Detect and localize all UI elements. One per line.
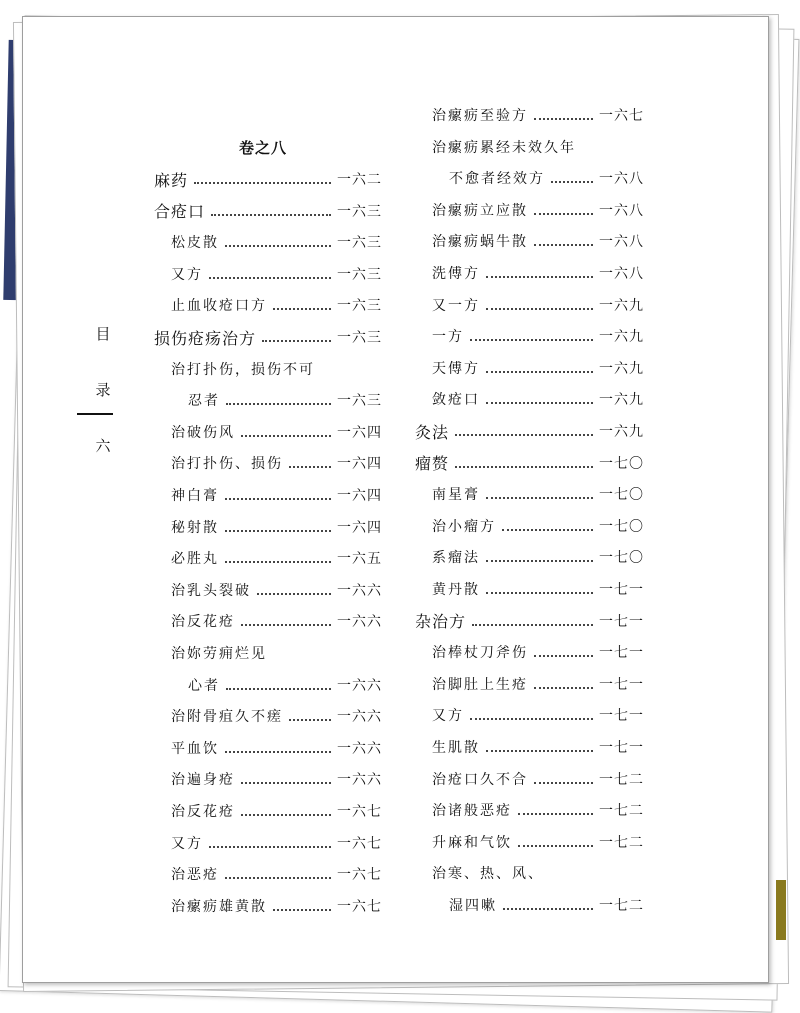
toc-dot-leader bbox=[225, 561, 331, 563]
toc-entry-page: 一六六 bbox=[337, 709, 382, 726]
toc-entry[interactable] bbox=[171, 737, 382, 759]
toc-entry[interactable] bbox=[432, 673, 644, 695]
toc-entry-title: 治瘰疬立应散 bbox=[432, 202, 528, 219]
toc-entry[interactable] bbox=[171, 832, 382, 854]
toc-entry-page: 一七〇 bbox=[599, 455, 644, 472]
toc-dot-leader bbox=[503, 908, 593, 910]
toc-entry-title: 系瘤法 bbox=[432, 550, 480, 567]
toc-entry[interactable] bbox=[449, 894, 644, 916]
toc-entry[interactable] bbox=[432, 357, 644, 379]
toc-dot-leader bbox=[502, 529, 593, 531]
side-label-mid: 录 bbox=[95, 381, 111, 399]
toc-dot-leader bbox=[455, 466, 593, 468]
toc-entry[interactable] bbox=[171, 863, 382, 885]
toc-dot-leader bbox=[486, 497, 593, 499]
toc-dot-leader bbox=[226, 688, 331, 690]
toc-entry-title: 松皮散 bbox=[171, 235, 219, 252]
toc-entry-title: 治诸般恶疮 bbox=[432, 803, 512, 820]
toc-entry-page: 一七二 bbox=[599, 803, 644, 820]
toc-entry[interactable] bbox=[432, 262, 644, 284]
toc-entry-title: 治脚肚上生疮 bbox=[432, 676, 528, 693]
toc-entry-title: 治小瘤方 bbox=[432, 518, 496, 535]
toc-dot-leader bbox=[225, 751, 331, 753]
toc-entry-title: 敛疮口 bbox=[432, 392, 480, 409]
toc-dot-leader bbox=[211, 214, 331, 216]
toc-entry[interactable] bbox=[432, 136, 644, 158]
toc-entry-title: 治打扑伤、损伤 bbox=[171, 456, 283, 473]
toc-dot-leader bbox=[486, 560, 593, 562]
toc-entry[interactable] bbox=[432, 199, 644, 221]
toc-entry-title: 秘射散 bbox=[171, 519, 219, 536]
toc-entry-page: 一七〇 bbox=[599, 518, 644, 535]
toc-entry-page: 一六七 bbox=[337, 867, 382, 884]
toc-entry-title: 不愈者经效方 bbox=[449, 171, 545, 188]
toc-entry[interactable] bbox=[432, 104, 644, 126]
toc-entry-page: 一六九 bbox=[599, 297, 644, 314]
toc-dot-leader bbox=[472, 624, 593, 626]
toc-entry-title: 治瘰疬至验方 bbox=[432, 108, 528, 124]
toc-entry-title: 治遍身疮 bbox=[171, 772, 235, 789]
toc-entry[interactable] bbox=[432, 483, 644, 505]
toc-entry-page: 一六三 bbox=[337, 330, 382, 346]
toc-entry[interactable] bbox=[171, 895, 382, 917]
toc-dot-leader bbox=[534, 118, 593, 120]
toc-entry-title: 灸法 bbox=[415, 422, 450, 442]
toc-dot-leader bbox=[225, 877, 331, 879]
toc-entry-title: 治恶疮 bbox=[171, 867, 219, 884]
toc-entry-title: 湿四嗽 bbox=[449, 898, 497, 914]
toc-dot-leader bbox=[470, 718, 593, 720]
toc-dot-leader bbox=[518, 813, 593, 815]
toc-entry[interactable] bbox=[432, 799, 644, 821]
toc-entry-title: 又方 bbox=[171, 835, 203, 852]
toc-dot-leader bbox=[241, 782, 331, 784]
toc-entry-page: 一六三 bbox=[337, 266, 382, 283]
toc-entry-page: 一六九 bbox=[599, 392, 644, 409]
toc-dot-leader bbox=[486, 750, 593, 752]
toc-entry[interactable] bbox=[432, 230, 644, 252]
toc-entry-page: 一六八 bbox=[599, 202, 644, 219]
toc-entry-page: 一六五 bbox=[337, 551, 382, 568]
toc-dot-leader bbox=[534, 244, 593, 246]
toc-entry[interactable] bbox=[432, 388, 644, 410]
toc-entry-title: 平血饮 bbox=[171, 740, 219, 757]
toc-entry[interactable] bbox=[171, 547, 382, 569]
toc-entry[interactable] bbox=[432, 515, 644, 537]
toc-entry[interactable] bbox=[171, 358, 382, 380]
toc-entry-page: 一六六 bbox=[337, 677, 382, 694]
toc-dot-leader bbox=[486, 308, 593, 310]
toc-entry[interactable] bbox=[432, 325, 644, 347]
toc-entry-page: 一六七 bbox=[337, 804, 382, 820]
toc-entry[interactable] bbox=[432, 862, 644, 884]
toc-entry[interactable] bbox=[415, 452, 644, 474]
toc-entry-title: 治寒、热、风、 bbox=[432, 866, 544, 883]
side-divider bbox=[77, 413, 113, 415]
toc-dot-leader bbox=[225, 530, 331, 532]
toc-entry-title: 治打扑伤，损伤不可 bbox=[171, 361, 315, 378]
toc-dot-leader bbox=[241, 624, 331, 626]
toc-entry[interactable] bbox=[432, 641, 644, 663]
toc-dot-leader bbox=[273, 909, 331, 911]
toc-entry[interactable] bbox=[171, 768, 382, 790]
toc-entry-page: 一七一 bbox=[599, 645, 644, 662]
toc-entry-page: 一七〇 bbox=[599, 550, 644, 567]
toc-dot-leader bbox=[262, 340, 331, 342]
toc-dot-leader bbox=[470, 339, 593, 341]
toc-dot-leader bbox=[486, 371, 593, 373]
toc-dot-leader bbox=[226, 403, 331, 405]
toc-entry-page: 一六三 bbox=[337, 393, 382, 410]
toc-entry-page: 一六六 bbox=[337, 772, 382, 789]
toc-entry[interactable] bbox=[171, 421, 382, 443]
toc-entry-page: 一六七 bbox=[599, 108, 644, 124]
toc-entry-title: 治反花疮 bbox=[171, 614, 235, 631]
toc-entry[interactable] bbox=[154, 326, 382, 348]
toc-entry[interactable] bbox=[432, 704, 644, 726]
toc-entry-page: 一六六 bbox=[337, 614, 382, 631]
toc-entry-title: 治妳劳痈烂见 bbox=[171, 646, 267, 662]
toc-entry[interactable] bbox=[171, 642, 382, 664]
toc-entry-page: 一六八 bbox=[599, 234, 644, 251]
toc-dot-leader bbox=[534, 782, 593, 784]
toc-page bbox=[22, 16, 769, 983]
toc-entry-title: 瘤赘 bbox=[415, 454, 450, 474]
toc-entry-title: 洗傅方 bbox=[432, 266, 480, 282]
toc-entry-page: 一六九 bbox=[599, 424, 644, 440]
toc-entry[interactable] bbox=[171, 452, 382, 474]
toc-entry[interactable] bbox=[154, 168, 382, 190]
toc-dot-leader bbox=[241, 814, 331, 816]
toc-dot-leader bbox=[518, 845, 593, 847]
toc-entry-page: 一七二 bbox=[599, 898, 644, 914]
toc-entry-page: 一六八 bbox=[599, 266, 644, 282]
toc-entry[interactable] bbox=[415, 610, 644, 632]
toc-entry[interactable] bbox=[449, 167, 644, 189]
toc-entry-page: 一六四 bbox=[337, 488, 382, 504]
toc-entry-page: 一六四 bbox=[337, 456, 382, 473]
toc-entry[interactable] bbox=[171, 484, 382, 506]
toc-entry-page: 一六七 bbox=[337, 898, 382, 915]
toc-entry-title: 麻药 bbox=[154, 170, 189, 190]
toc-entry-page: 一七二 bbox=[599, 834, 644, 851]
toc-entry[interactable] bbox=[171, 516, 382, 538]
toc-entry-title: 治瘰疬累经未效久年 bbox=[432, 139, 576, 156]
toc-entry-title: 神白膏 bbox=[171, 488, 219, 504]
toc-entry[interactable] bbox=[188, 674, 382, 696]
toc-entry-page: 一七二 bbox=[599, 771, 644, 788]
toc-entry[interactable] bbox=[171, 705, 382, 727]
toc-entry-title: 治棒杖刀斧伤 bbox=[432, 645, 528, 662]
toc-entry-title: 又一方 bbox=[432, 297, 480, 314]
toc-entry[interactable] bbox=[171, 610, 382, 632]
toc-entry[interactable] bbox=[171, 800, 382, 822]
side-page-number: 六 bbox=[95, 437, 111, 455]
toc-entry-page: 一六九 bbox=[599, 329, 644, 346]
toc-entry-title: 治瘰疬蜗牛散 bbox=[432, 234, 528, 251]
toc-entry-title: 止血收疮口方 bbox=[171, 298, 267, 315]
toc-entry[interactable] bbox=[171, 231, 382, 253]
back-page-edge-gold bbox=[776, 880, 786, 940]
toc-dot-leader bbox=[241, 435, 331, 437]
toc-entry-page: 一六六 bbox=[337, 582, 382, 599]
toc-entry-page: 一六三 bbox=[337, 203, 382, 220]
toc-entry[interactable] bbox=[432, 768, 644, 790]
toc-entry-title: 天傅方 bbox=[432, 360, 480, 377]
toc-entry[interactable] bbox=[171, 263, 382, 285]
toc-entry[interactable] bbox=[432, 578, 644, 600]
toc-entry[interactable] bbox=[154, 200, 382, 222]
toc-entry-title: 合疮口 bbox=[154, 202, 206, 222]
toc-entry-page: 一六二 bbox=[337, 172, 382, 188]
toc-entry-page: 一七一 bbox=[599, 676, 644, 693]
toc-entry[interactable] bbox=[188, 389, 382, 411]
toc-dot-leader bbox=[257, 593, 331, 595]
toc-entry-title: 南星膏 bbox=[432, 487, 480, 504]
toc-dot-leader bbox=[486, 276, 593, 278]
toc-dot-leader bbox=[225, 498, 331, 500]
toc-entry[interactable] bbox=[432, 294, 644, 316]
toc-dot-leader bbox=[289, 719, 331, 721]
toc-entry-page: 一七一 bbox=[599, 613, 644, 630]
toc-entry-title: 治瘰疬雄黄散 bbox=[171, 898, 267, 915]
toc-entry-title: 治反花疮 bbox=[171, 804, 235, 820]
toc-dot-leader bbox=[486, 592, 593, 594]
toc-dot-leader bbox=[455, 434, 593, 436]
toc-entry[interactable] bbox=[432, 736, 644, 758]
toc-entry[interactable] bbox=[171, 579, 382, 601]
toc-entry-page: 一七〇 bbox=[599, 487, 644, 504]
toc-entry-page: 一六四 bbox=[337, 424, 382, 441]
toc-entry-page: 一七一 bbox=[599, 708, 644, 725]
toc-entry-page: 一六六 bbox=[337, 740, 382, 757]
volume-title: 卷之八 bbox=[239, 139, 288, 157]
toc-dot-leader bbox=[225, 245, 331, 247]
toc-entry[interactable] bbox=[432, 546, 644, 568]
toc-entry-page: 一六四 bbox=[337, 519, 382, 536]
toc-entry-title: 升麻和气饮 bbox=[432, 834, 512, 851]
toc-dot-leader bbox=[534, 655, 593, 657]
toc-entry[interactable] bbox=[432, 831, 644, 853]
toc-entry-title: 又方 bbox=[432, 708, 464, 725]
toc-entry-page: 一七一 bbox=[599, 740, 644, 756]
toc-entry-page: 一六七 bbox=[337, 835, 382, 852]
toc-entry-title: 必胜丸 bbox=[171, 551, 219, 568]
toc-entry[interactable] bbox=[171, 294, 382, 316]
toc-entry-title: 损伤疮疡治方 bbox=[154, 328, 257, 348]
toc-entry-title: 治附骨疽久不瘥 bbox=[171, 709, 283, 726]
side-label-top: 目 bbox=[95, 325, 111, 343]
toc-entry-title: 忍者 bbox=[188, 393, 220, 410]
toc-dot-leader bbox=[273, 308, 331, 310]
toc-entry-page: 一六三 bbox=[337, 298, 382, 315]
toc-entry[interactable] bbox=[415, 420, 644, 442]
toc-dot-leader bbox=[289, 466, 331, 468]
toc-entry-page: 一七一 bbox=[599, 582, 644, 598]
toc-entry-title: 黄丹散 bbox=[432, 582, 480, 598]
toc-dot-leader bbox=[209, 277, 331, 279]
toc-entry-title: 一方 bbox=[432, 329, 464, 346]
toc-dot-leader bbox=[534, 213, 593, 215]
toc-entry-title: 又方 bbox=[171, 266, 203, 283]
toc-entry-page: 一六九 bbox=[599, 360, 644, 377]
toc-dot-leader bbox=[486, 402, 593, 404]
toc-dot-leader bbox=[209, 846, 331, 848]
toc-entry-page: 一六八 bbox=[599, 171, 644, 188]
toc-entry-title: 治破伤风 bbox=[171, 424, 235, 441]
toc-dot-leader bbox=[534, 687, 593, 689]
toc-entry-title: 治乳头裂破 bbox=[171, 582, 251, 599]
toc-entry-title: 生肌散 bbox=[432, 740, 480, 756]
toc-entry-title: 杂治方 bbox=[415, 612, 467, 632]
toc-entry-title: 心者 bbox=[188, 677, 220, 694]
toc-dot-leader bbox=[194, 182, 331, 184]
toc-entry-title: 治疮口久不合 bbox=[432, 771, 528, 788]
toc-dot-leader bbox=[551, 181, 593, 183]
toc-entry-page: 一六三 bbox=[337, 235, 382, 252]
